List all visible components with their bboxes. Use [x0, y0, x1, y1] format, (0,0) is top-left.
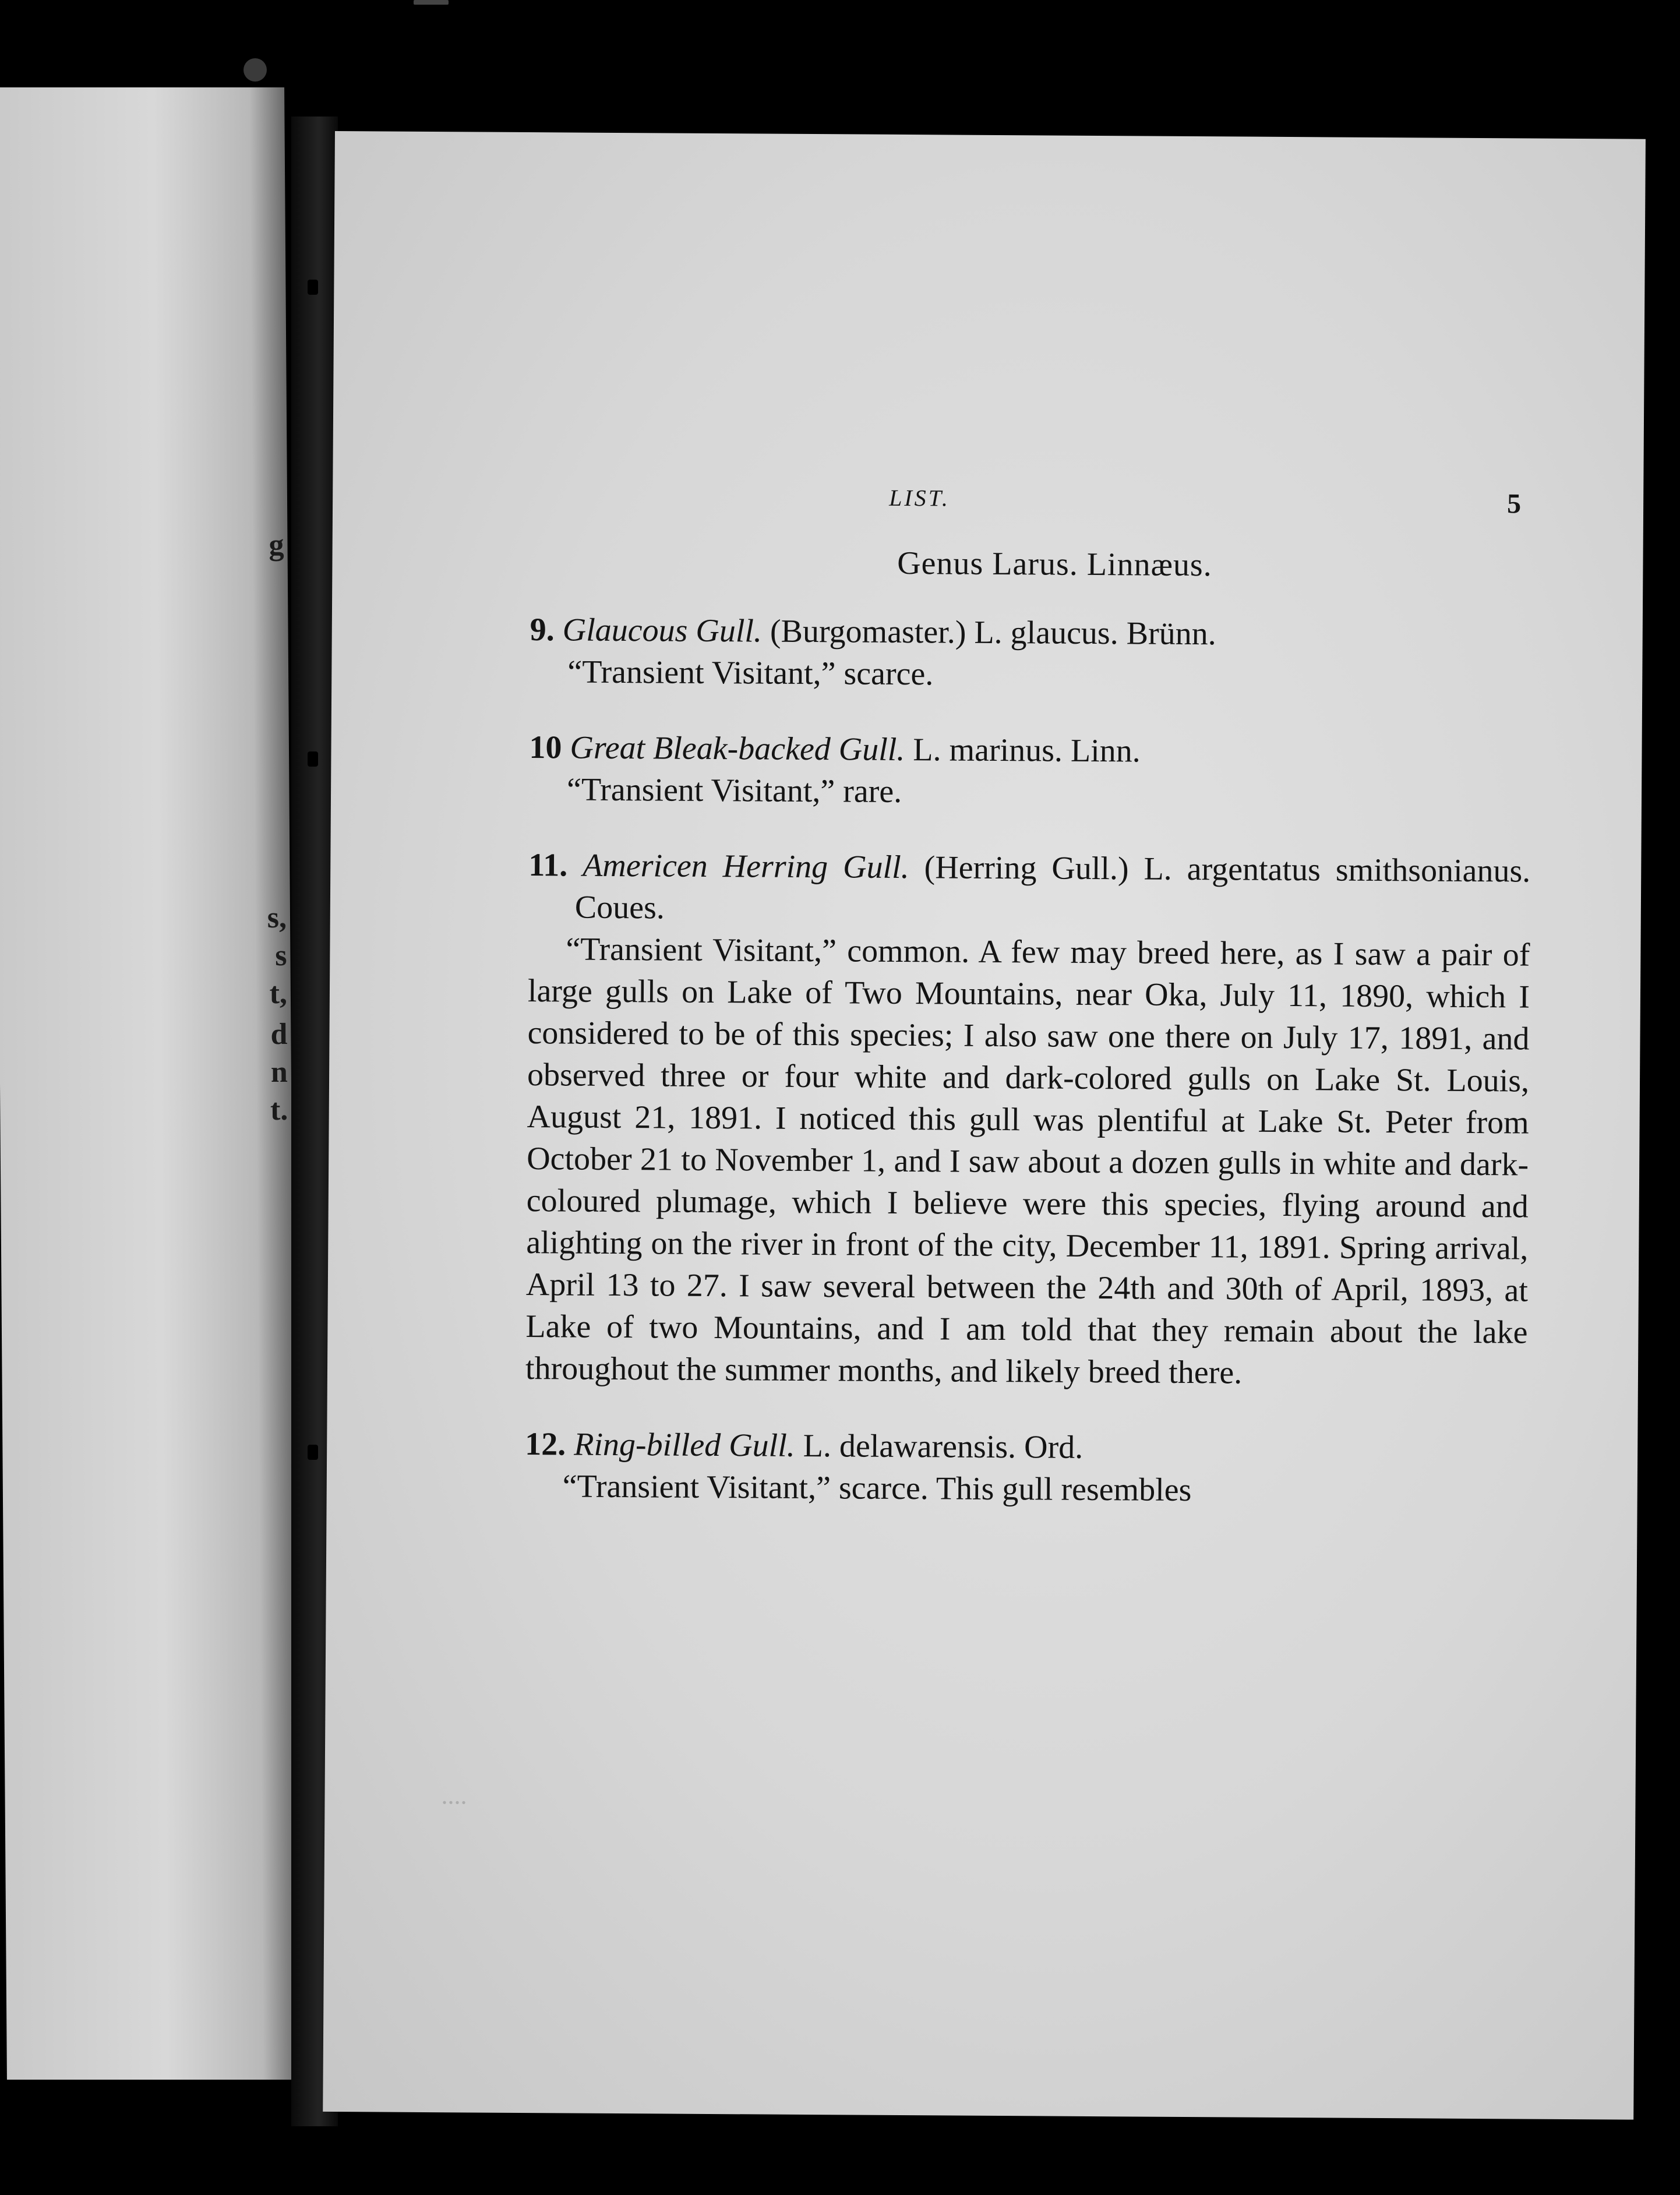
- species-details: (Burgomaster.) L. glaucus. Brünn.: [770, 613, 1216, 652]
- left-page-edge-text: s: [275, 939, 287, 972]
- left-page-edge-text: t.: [270, 1093, 288, 1127]
- species-heading: [529, 726, 1531, 775]
- species-description: “Transient Visitant,” scarce.: [567, 654, 934, 693]
- species-description: “Transient Visitant,” rare.: [566, 771, 902, 810]
- species-common-name: Ring-billed Gull.: [574, 1426, 795, 1464]
- scan-speck: [243, 58, 267, 82]
- page-content: [524, 482, 1533, 1547]
- binding-mark: [308, 280, 318, 295]
- book-page: [323, 131, 1646, 2120]
- species-heading: [525, 1423, 1527, 1471]
- species-entry: [529, 726, 1531, 817]
- running-head: [531, 482, 1533, 535]
- left-page-edge-text: t,: [269, 977, 288, 1010]
- species-heading: [530, 609, 1532, 657]
- species-common-name: Great Bleak-backed Gull.: [570, 729, 905, 768]
- page-number: 5: [1506, 488, 1522, 520]
- species-description: “Transient Visitant,” common. A few may breed here, as I saw a pair of large gulls on Lake of Two Mountains, near Oka, July 11, 1890, which I considered to be of this species; I also saw one there on July 17, 1891, and observed three or four white and dark-colored gulls on Lake St. Louis, August 21, 1891. I noticed this gull was plentiful at Lake St. Peter from October 21 to November 1, and I saw about a dozen gulls in white and dark-coloured plumage, which I believe were this species, flying around and alighting on the river in front of the city, December 11, 1891. Spring arrival, April 13 to 27. I saw several between the 24th and 30th of April, 1893, at Lake of two Mountains, and I am told that they remain about the lake throughout the summer months, and likely breed there.: [525, 931, 1530, 1391]
- species-entry: [530, 609, 1532, 699]
- species-details: L. delawarensis. Ord.: [803, 1427, 1083, 1466]
- species-details: (Herring Gull.) L. argentatus smithsonianus. Coues.: [574, 849, 1531, 926]
- species-description: “Transient Visitant,” scarce. This gull resembles: [562, 1468, 1192, 1509]
- species-common-name: Americen Herring Gull.: [583, 847, 909, 886]
- left-page-edge-text: s,: [267, 901, 287, 934]
- left-page-edge-text: n: [270, 1056, 288, 1089]
- binding-mark: [308, 1445, 318, 1460]
- left-page-edge-text: d: [270, 1018, 288, 1051]
- species-details: L. marinus. Linn.: [913, 732, 1141, 770]
- genus-heading: Genus Larus. Linnæus.: [897, 545, 1212, 584]
- species-entry: [525, 1423, 1527, 1513]
- species-number: 9.: [530, 612, 555, 648]
- species-number: 10: [529, 729, 562, 766]
- left-page-edge-text: g: [269, 528, 284, 562]
- species-heading: [528, 844, 1531, 934]
- species-entry: [525, 844, 1531, 1395]
- running-title: LIST.: [889, 484, 951, 511]
- species-number: 11.: [528, 847, 568, 884]
- left-facing-page: [0, 87, 298, 2080]
- binding-mark: [308, 751, 318, 767]
- scan-speck: [414, 0, 449, 5]
- species-number: 12.: [525, 1426, 566, 1463]
- bleed-through-text: ....: [441, 1781, 467, 1810]
- species-common-name: Glaucous Gull.: [562, 612, 763, 650]
